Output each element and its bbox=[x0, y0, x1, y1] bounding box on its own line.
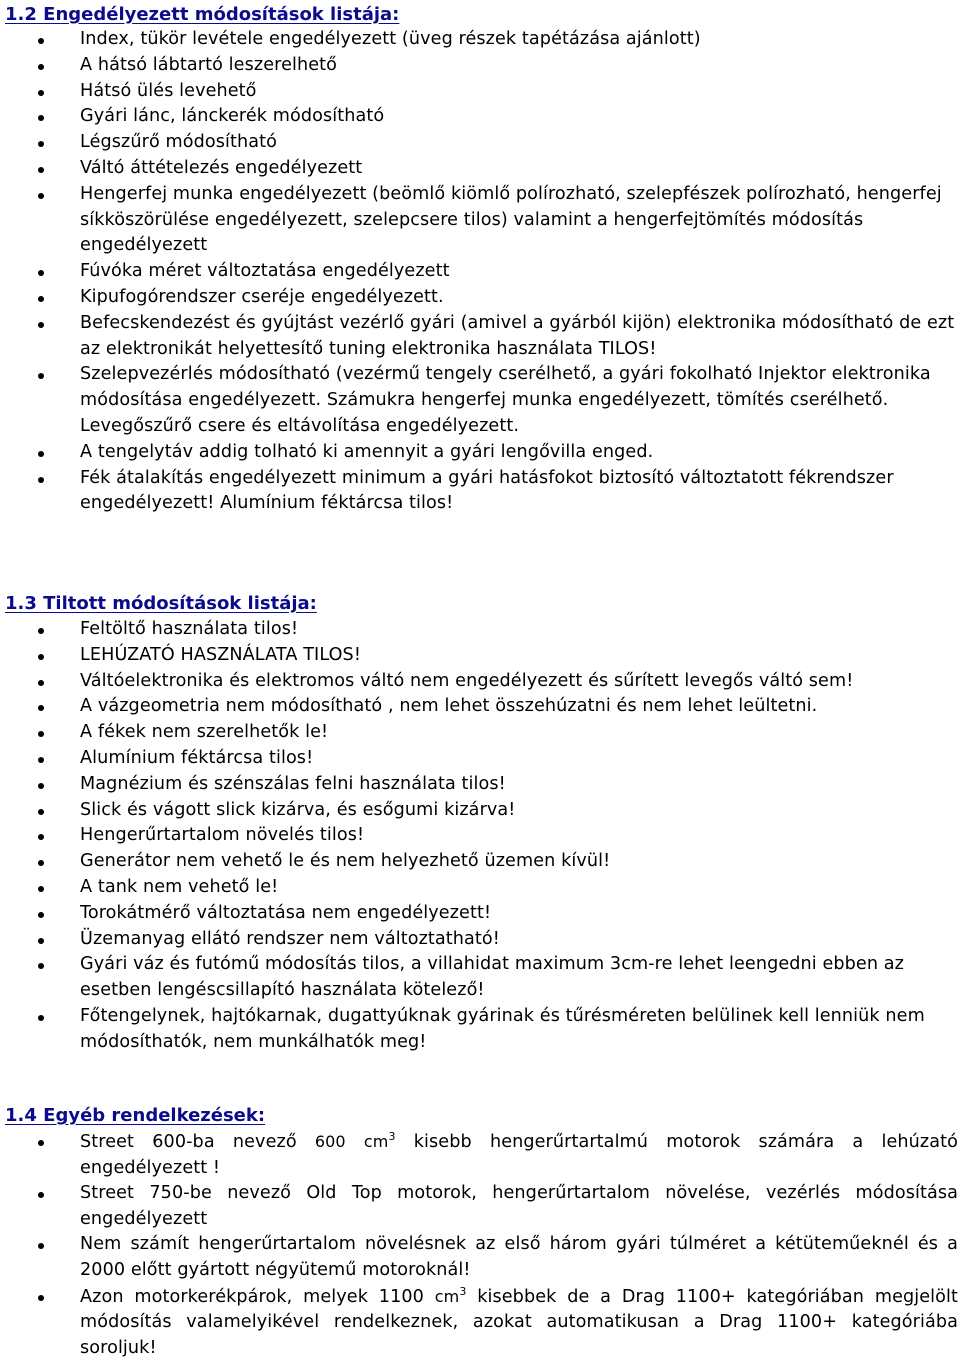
list-item: Hengerfej munka engedélyezett (beömlő kiömlő polírozható, szelepfészek polírozható, hengerfej síkköszörülése engedélyezett, szelepcsere tilos) valamint a hengerfejtömítés módosítás engedélyezett bbox=[0, 182, 960, 259]
list-item: Légszűrő módosítható bbox=[0, 130, 960, 156]
allowed-modifications-list bbox=[0, 27, 960, 517]
list-item: LEHÚZATÓ HASZNÁLATA TILOS! bbox=[0, 643, 960, 669]
list-item: Magnézium és szénszálas felni használata tilos! bbox=[0, 772, 960, 798]
section-title-forbidden-modifications: 1.3 Tiltott módosítások listája: bbox=[5, 593, 317, 614]
list-item: Üzemanyag ellátó rendszer nem változtatható! bbox=[0, 927, 960, 953]
list-item: Kipufogórendszer cseréje engedélyezett. bbox=[0, 285, 960, 311]
list-item: A fékek nem szerelhetők le! bbox=[0, 720, 960, 746]
list-item: Generátor nem vehető le és nem helyezhető üzemen kívül! bbox=[0, 849, 960, 875]
list-item: Szelepvezérlés módosítható (vezérmű tengely cserélhető, a gyári fokolható Injektor elektronika módosítása engedélyezett. Számukra hengerfej munka engedélyezett, tömítés cserélhető. Levegőszűrő csere és eltávolítása engedélyezett. bbox=[0, 362, 960, 439]
list-item: A hátsó lábtartó leszerelhető bbox=[0, 53, 960, 79]
unit-superscript: 3 bbox=[388, 1130, 396, 1143]
list-item: A tengelytáv addig tolható ki amennyit a gyári lengővilla enged. bbox=[0, 440, 960, 466]
list-item: Váltó áttételezés engedélyezett bbox=[0, 156, 960, 182]
item-text: Azon motorkerékpárok, melyek 1100 bbox=[80, 1286, 435, 1307]
displacement-value: 600 bbox=[314, 1132, 346, 1151]
list-item: Fúvóka méret változtatása engedélyezett bbox=[0, 259, 960, 285]
list-item: Torokátmérő változtatása nem engedélyezett! bbox=[0, 901, 960, 927]
forbidden-modifications-list bbox=[0, 617, 960, 1056]
list-item: A tank nem vehető le! bbox=[0, 875, 960, 901]
item-text: Street 600-ba nevező bbox=[80, 1132, 315, 1152]
list-item: Fék átalakítás engedélyezett minimum a gyári hatásfokot biztosító változtatott fékrendszer engedélyezett! Alumínium féktárcsa tilos! bbox=[0, 466, 960, 518]
list-item: Alumínium féktárcsa tilos! bbox=[0, 746, 960, 772]
item-text: kisebbek de a Drag 1100+ kategóriában megjelölt módosítás valamelyikével rendelkeznek, azokat automatikusan a Drag 1100+ kategóriába soroljuk! bbox=[80, 1286, 959, 1358]
unit-superscript: 3 bbox=[459, 1284, 467, 1298]
list-item bbox=[0, 1129, 960, 1181]
section-title-allowed-modifications: 1.2 Engedélyezett módosítások listája: bbox=[5, 4, 400, 25]
section-title-other-provisions: 1.4 Egyéb rendelkezések: bbox=[5, 1105, 266, 1126]
list-item: Nem számít hengerűrtartalom növelésnek az első három gyári túlméret a kétüteműeknél és a 2000 előtt gyártott négyütemű motoroknál! bbox=[0, 1232, 960, 1283]
list-item: Hengerűrtartalom növelés tilos! bbox=[0, 823, 960, 849]
item-text: kisebb hengerűrtartalmú motorok számára a lehúzató engedélyezett ! bbox=[80, 1132, 958, 1178]
list-item: Hátsó ülés levehető bbox=[0, 79, 960, 105]
unit-text: cm bbox=[363, 1132, 389, 1151]
list-item: Feltöltő használata tilos! bbox=[0, 617, 960, 643]
list-item: Gyári lánc, lánckerék módosítható bbox=[0, 104, 960, 130]
list-item: A vázgeometria nem módosítható , nem lehet összehúzatni és nem lehet leültetni. bbox=[0, 694, 960, 720]
list-item bbox=[0, 1284, 960, 1361]
list-item: Befecskendezést és gyújtást vezérlő gyári (amivel a gyárból kijön) elektronika módosítható de ezt az elektronikát helyettesítő tuning elektronika használata TILOS! bbox=[0, 311, 960, 363]
list-item: Gyári váz és futómű módosítás tilos, a villahidat maximum 3cm-re lehet leengedni ebben az esetben lengéscsillapító használata kötelező! bbox=[0, 952, 960, 1004]
other-provisions-list bbox=[0, 1129, 960, 1361]
list-item: Slick és vágott slick kizárva, és esőgumi kizárva! bbox=[0, 798, 960, 824]
unit-text: cm bbox=[434, 1286, 460, 1306]
list-item: Váltóelektronika és elektromos váltó nem engedélyezett és sűrített levegős váltó sem! bbox=[0, 669, 960, 695]
list-item: Főtengelynek, hajtókarnak, dugattyúknak gyárinak és tűrésméreten belülinek kell lenniük nem módosíthatók, nem munkálhatók meg! bbox=[0, 1004, 960, 1056]
list-item: Street 750-be nevező Old Top motorok, hengerűrtartalom növelése, vezérlés módosítása engedélyezett bbox=[0, 1181, 960, 1232]
list-item: Index, tükör levétele engedélyezett (üveg részek tapétázása ajánlott) bbox=[0, 27, 960, 53]
